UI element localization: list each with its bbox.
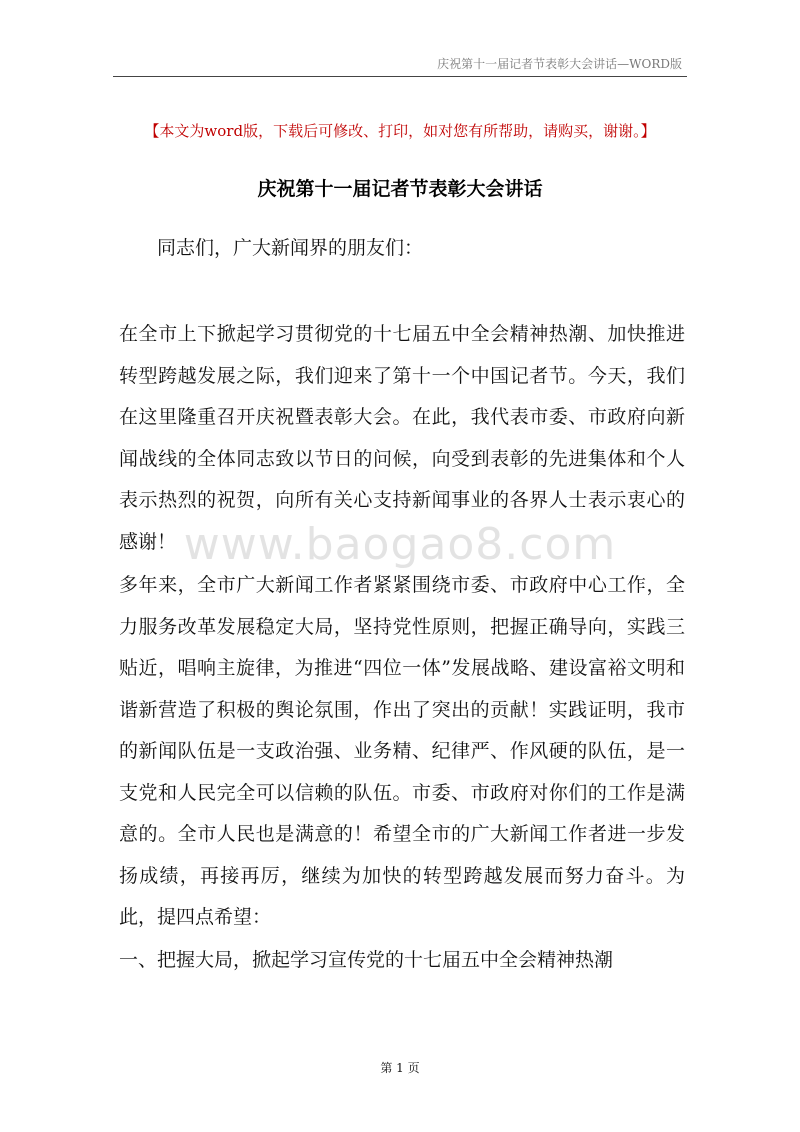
purchase-notice: 【本文为word版，下载后可修改、打印，如对您有所帮助，请购买，谢谢。】 (144, 122, 656, 140)
watermark: www.baogao8.com (183, 519, 617, 570)
document-title: 庆祝第十一届记者节表彰大会讲话 (257, 178, 543, 200)
header-divider (113, 76, 687, 77)
greeting-paragraph: 同志们，广大新闻界的朋友们： (157, 237, 424, 259)
body-paragraph-2: 多年来，全市广大新闻工作者紧紧围绕市委、市政府中心工作，全力服务改革发展稳定大局，坚持党性原则，把握正确导向，实践三贴近，唱响主旋律，为推进“四位一体”发展战略、建设富裕文明和谐新营造了积极的舆论氛围，作出了突出的贡献！实践证明，我市的新闻队伍是一支政治强、业务精、纪律严、作风硬的队伍，是一支党和人民完全可以信赖的队伍。市委、市政府对你们的工作是满意的。全市人民也是满意的！希望全市的广大新闻工作者进一步发扬成绩，再接再厉，继续为加快的转型跨越发展而努力奋斗。为此，提四点希望： (119, 574, 685, 928)
section-heading-1: 一、把握大局，掀起学习宣传党的十七届五中全会精神热潮 (119, 949, 614, 971)
body-paragraph-1: 在全市上下掀起学习贯彻党的十七届五中全会精神热潮、加快推进转型跨越发展之际，我们迎来了第十一个中国记者节。今天，我们在这里隆重召开庆祝暨表彰大会。在此，我代表市委、市政府向新闻战线的全体同志致以节日的问候，向受到表彰的先进集体和个人表示热烈的祝贺，向所有关心支持新闻事业的各界人士表示衷心的感谢！ (119, 323, 685, 553)
running-header: 庆祝第十一届记者节表彰大会讲话—WORD版 (437, 57, 682, 71)
page-number: 第 1 页 (380, 1061, 420, 1075)
